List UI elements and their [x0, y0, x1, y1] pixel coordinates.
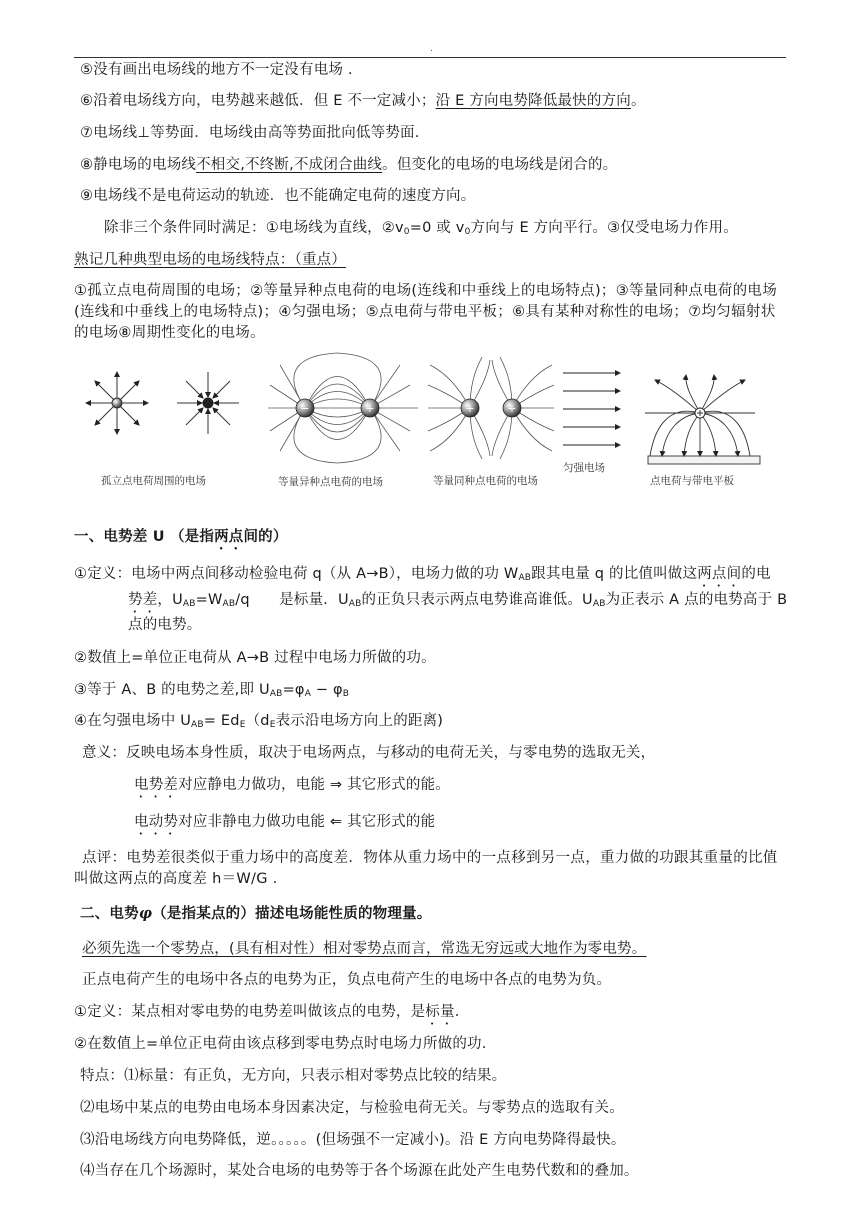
m1-emph: 电势差: [134, 777, 179, 793]
section1-heading: [74, 527, 288, 553]
dipole-minus-sign: −: [300, 402, 310, 415]
uniform-field-relation: [74, 711, 443, 735]
comment-paragraph: 点评：电势差很类似于重力场中的高度差．物体从重力场中的一点移到另一点，重力做的功跟其重量的比值叫做这两点的高度差 h＝W/G .: [74, 850, 778, 887]
def-text-c: 的电: [741, 566, 771, 582]
line-6-underlined: 沿 E 方向电势降低最快的方向: [435, 93, 631, 109]
cond-text-b: =0 或 v: [409, 220, 465, 236]
def-text-a: ①定义：电场中两点间移动检验电荷 q（从 A→B），电场力做的功 W: [74, 566, 519, 582]
eq-a: ③等于 A、B 的电势之差,即 U: [74, 682, 270, 698]
uni-d: 表示沿电场方向上的距离): [275, 713, 444, 729]
section1-heading-c: 间的）: [243, 529, 288, 545]
def2-sub-4: AB: [592, 599, 606, 609]
typical-fields-list: ①孤立点电荷周围的电场；②等量异种点电荷的电场(连线和中垂线上的电场特点)；③等量同种点电荷的电场(连线和中垂线上的电场特点)；④匀强电场；⑤点电荷与带电平板；⑥具有某种对称性的电场；⑦均匀辐射状的电场⑧周期性变化的电场。: [74, 283, 778, 341]
potential-diff-definition-3: 点的电势。: [128, 617, 202, 633]
typical-fields-heading: 熟记几种典型电场的电场线特点：（重点）: [74, 252, 347, 268]
caption-uniform: 匀强电场: [563, 462, 605, 474]
uni-sub-e: E: [239, 720, 246, 730]
line-6-text: ⑥沿着电场线方向，电势越来越低．但 E 不一定减小；: [80, 93, 436, 109]
def2-d: 的正负只表示两点电势谁高谁低。U: [361, 592, 593, 608]
meaning-line: 意义：反映电场本身性质，取决于电场两点，与移动的电荷无关，与零电势的选取无关，: [82, 745, 656, 761]
section2-heading-b: （是指某点的）描述电场能性质的物理量。: [152, 906, 432, 922]
def2-sub-2: AB: [222, 599, 236, 609]
def-text-b: 跟其电量 q 的比值叫做这: [531, 566, 698, 582]
feature-1: 特点：⑴标量：有正负，无方向，只表示相对零势点比较的结果。: [80, 1068, 507, 1084]
pot-def-a: ①定义：某点相对零电势的电势差叫做该点的电势，是: [74, 1004, 426, 1020]
cond-sub-a: 0: [403, 227, 410, 237]
cond-text-c: 方向与 E 方向平行。③仅受电场力作用。: [470, 220, 738, 236]
uni-b: = Ed: [203, 713, 240, 729]
def-sub-ab: AB: [518, 573, 532, 583]
isolated-positive-diagram: [86, 372, 148, 434]
caption-isolated: 孤立点电荷周围的电场: [101, 475, 206, 487]
meaning-potential-diff: [134, 775, 450, 801]
caption-same: 等量同种点电荷的电场: [433, 475, 538, 487]
section1-heading-a: 一、电势差 U （是指: [74, 529, 215, 545]
eq-sub-ab: AB: [269, 689, 283, 699]
m2-emph: 电动势: [134, 814, 179, 830]
phi-symbol: φ: [138, 905, 153, 922]
zero-point-line: 必须先选一个零势点，(具有相对性）相对零势点而言，常选无穷远或大地作为零电势。: [82, 941, 647, 957]
isolated-negative-diagram: [177, 372, 239, 434]
uni-sub-e2: E: [269, 720, 276, 730]
def-emph: 两点间: [697, 566, 742, 582]
uni-a: ④在匀强电场中 U: [74, 713, 192, 729]
eq-sub-a: A: [304, 689, 312, 699]
line-6: [80, 91, 646, 111]
uniform-field-diagram: [563, 373, 620, 445]
potential-diff-definition-2: [128, 590, 787, 616]
line-5: ⑤没有画出电场线的地方不一定没有电场 .: [80, 62, 353, 78]
caption-opposite: 等量异种点电荷的电场: [278, 476, 383, 488]
same-plus-sign-1: +: [465, 402, 475, 415]
line-9: ⑨电场线不是电荷运动的轨迹．也不能确定电荷的速度方向。: [80, 188, 476, 204]
def2-sub-3: AB: [348, 599, 362, 609]
def2-b: =W: [195, 592, 223, 608]
m1-rest: 对应静电力做功，电能 ⇒ 其它形式的能。: [178, 777, 450, 793]
eq-sub-b: B: [342, 689, 350, 699]
potential-diff-equation: [74, 680, 349, 704]
conditions-line: [104, 218, 738, 242]
potential-diff-numeric: ②数值上=单位正电荷从 A→B 过程中电场力所做的功。: [74, 650, 436, 666]
def2-emph: 势差: [128, 592, 158, 608]
sign-line: 正点电荷产生的电场中各点的电势为正，负点电荷产生的电场中各点的电势为负。: [82, 972, 612, 988]
m2-rest: 对应非静电力做功电能 ⇐ 其它形式的能: [178, 814, 436, 830]
potential-definition: [74, 1002, 469, 1028]
pot-def-b: ．: [454, 1004, 470, 1020]
eq-b: =φ: [282, 682, 305, 698]
uni-sub-ab: AB: [191, 720, 204, 730]
feature-2: ⑵电场中某点的电势由电场本身因素决定，与检验电荷无关。与零势点的选取有关。: [80, 1100, 624, 1116]
section2-heading: [80, 904, 431, 924]
caption-plate: 点电荷与带电平板: [650, 475, 734, 487]
uni-c: （d: [245, 713, 270, 729]
meaning-emf: [134, 812, 435, 838]
cond-sub-b: 0: [464, 227, 471, 237]
section2-heading-a: 二、电势: [80, 906, 139, 922]
pot-def-emph: 标量: [425, 1004, 455, 1020]
feature-4: ⑷当存在几个场源时，某处合电场的电势等于各个场源在此处产生电势代数和的叠加。: [80, 1163, 639, 1179]
header-dot: .: [430, 44, 433, 54]
potential-numeric: ②在数值上=单位正电荷由该点移到零电势点时电场力所做的功.: [74, 1036, 487, 1052]
line-8-underlined: 不相交,不终断,不成闭合曲线: [196, 157, 383, 173]
def2-c: /q 是标量．U: [235, 592, 349, 608]
opposite-charges-diagram: [268, 353, 418, 463]
line-7: ⑦电场线⊥等势面．电场线由高等势面批向低等势面.: [80, 125, 420, 141]
section1-heading-emph: 两点: [214, 529, 244, 545]
def2-e: 为正表示 A 点的电势高于 B: [605, 592, 788, 608]
eq-c: − φ: [311, 682, 343, 698]
line-8: [80, 155, 617, 175]
potential-diff-definition: [74, 564, 771, 590]
cond-text-a: 除非三个条件同时满足：①电场线为直线，②v: [104, 220, 404, 236]
line-8-end: 。但变化的电场的电场线是闭合的。: [382, 157, 618, 173]
same-charges-diagram: [428, 357, 554, 459]
line-6-end: 。: [630, 93, 646, 109]
plate-field-diagram: [645, 375, 760, 464]
header-rule: [74, 57, 786, 58]
def2-a: ，U: [157, 592, 183, 608]
def2-sub-1: AB: [182, 599, 196, 609]
dipole-plus-sign: +: [365, 402, 375, 415]
feature-3: ⑶沿电场线方向电势降低，逆。。。。。(但场强不一定减小)。沿 E 方向电势降得最快。: [80, 1132, 626, 1148]
same-plus-sign-2: +: [507, 402, 517, 415]
line-8-text: ⑧静电场的电场线: [80, 157, 197, 173]
